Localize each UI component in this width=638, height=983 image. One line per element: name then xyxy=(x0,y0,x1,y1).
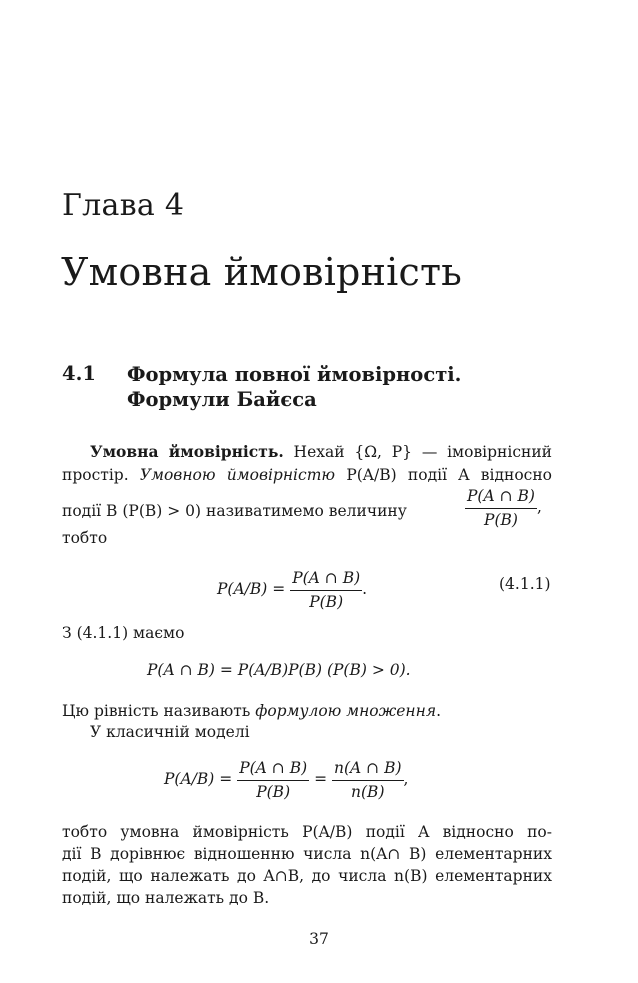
equation-number: (4.1.1) xyxy=(499,575,551,593)
paragraph-1-line-4: тобто xyxy=(62,529,108,547)
run-in-heading: Умовна ймовірність. xyxy=(90,442,284,461)
equation-4-1-1-period: . xyxy=(362,580,368,598)
paragraph-1-line-2 xyxy=(62,465,552,485)
inline-fraction-denominator: P(B) xyxy=(484,511,518,529)
paragraph-3-a: Цю рівність називають xyxy=(62,702,256,720)
equation-4-1-1-lhs: P(A/B) = xyxy=(217,580,286,598)
paragraph-5-line-4: подій, що належать до B. xyxy=(62,889,270,907)
inline-fraction xyxy=(465,486,542,530)
equation-classic-equals: = xyxy=(314,770,328,788)
section-number: 4.1 xyxy=(62,362,96,385)
equation-classic-denominator-1: P(B) xyxy=(256,783,291,801)
equation-multiplication: P(A ∩ B) = P(A/B)P(B) (P(B) > 0). xyxy=(147,661,411,679)
paragraph-1-line-2-a: простір. xyxy=(62,466,140,484)
defined-term-conditional-probability: Умовною ймовірністю xyxy=(139,466,336,484)
paragraph-5-line-3: подій, що належать до A∩B, до числа n(B) елементарних xyxy=(62,867,552,885)
equation-classic-numerator-2: n(A ∩ B) xyxy=(332,758,404,781)
paragraph-1-line-1-text: Нехай {Ω, P} — імовірнісний xyxy=(283,443,553,461)
paragraph-3-b: . xyxy=(436,702,442,720)
paragraph-5-line-1: тобто умовна ймовірність P(A/B) події A відносно по- xyxy=(62,823,552,841)
equation-4-1-1 xyxy=(217,568,367,612)
section-title-line-1: Формула повної ймовірності. xyxy=(127,363,462,386)
equation-4-1-1-denominator: P(B) xyxy=(309,593,344,611)
inline-fraction-comma: , xyxy=(536,498,542,516)
page-number: 37 xyxy=(309,930,329,948)
equation-4-1-1-numerator: P(A ∩ B) xyxy=(290,568,362,591)
equation-classic-comma: , xyxy=(403,770,409,788)
section-title-line-2: Формули Байєса xyxy=(127,388,317,411)
paragraph-4: У класичній моделі xyxy=(90,723,250,741)
paragraph-5-line-2: дії B дорівнює відношенню числа n(A∩ B) елементарних xyxy=(62,845,552,863)
equation-classic-denominator-2: n(B) xyxy=(351,783,385,801)
paragraph-1-line-3: події B (P(B) > 0) називатимемо величину xyxy=(62,502,407,520)
paragraph-1-line-2-b: P(A/B) події A відносно xyxy=(335,466,552,484)
equation-classic-lhs: P(A/B) = xyxy=(164,770,233,788)
section-title xyxy=(127,362,461,412)
paragraph-1-line-1 xyxy=(90,442,552,462)
chapter-label: Глава 4 xyxy=(62,188,185,223)
paragraph-2: З (4.1.1) маємо xyxy=(62,624,185,642)
paragraph-3 xyxy=(62,701,441,721)
equation-classic-numerator-1: P(A ∩ B) xyxy=(237,758,309,781)
inline-fraction-numerator: P(A ∩ B) xyxy=(465,486,537,509)
chapter-title: Умовна ймовірність xyxy=(61,250,463,294)
defined-term-multiplication-formula: формулою множення xyxy=(255,702,437,720)
equation-classic xyxy=(164,758,408,802)
